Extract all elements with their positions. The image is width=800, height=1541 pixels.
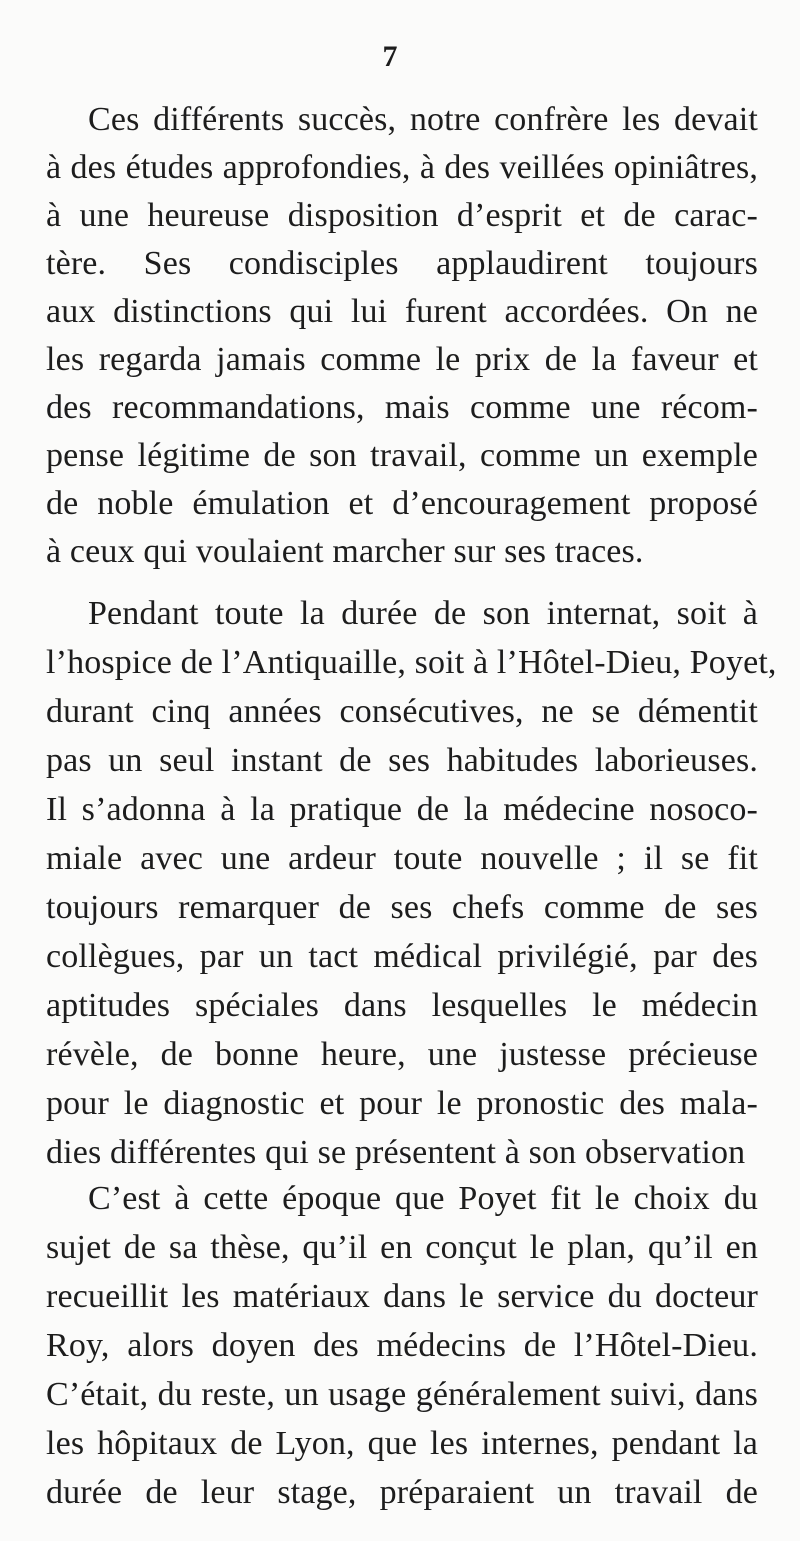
text-line: aptitudes spéciales dans lesquelles le médecin <box>46 987 758 1024</box>
text-line: tère. Ses condisciples applaudirent toujours <box>46 245 758 282</box>
text-line: des recommandations, mais comme une récom- <box>46 389 758 426</box>
text-line: révèle, de bonne heure, une justesse précieuse <box>46 1036 758 1073</box>
text-line: durée de leur stage, préparaient un travail de <box>46 1474 758 1511</box>
text-line: dies différentes qui se présentent à son observation <box>46 1134 746 1171</box>
text-line: miale avec une ardeur toute nouvelle ; il se fit <box>46 840 758 877</box>
text-line: l’hospice de l’Antiquaille, soit à l’Hôtel-Dieu, Poyet, <box>46 644 777 681</box>
text-line: Pendant toute la durée de son internat, soit à <box>88 595 758 632</box>
text-line: de noble émulation et d’encouragement proposé <box>46 485 758 522</box>
text-line: pas un seul instant de ses habitudes laborieuses. <box>46 742 758 779</box>
text-line: collègues, par un tact médical privilégié, par des <box>46 938 758 975</box>
text-line: toujours remarquer de ses chefs comme de ses <box>46 889 758 926</box>
paragraph-1 <box>46 96 758 576</box>
text-line: Roy, alors doyen des médecins de l’Hôtel-Dieu. <box>46 1327 758 1364</box>
text-line: Ces différents succès, notre confrère les devait <box>88 101 758 138</box>
paragraph-3 <box>46 1174 758 1517</box>
text-line: pense légitime de son travail, comme un exemple <box>46 437 758 474</box>
text-line: C’était, du reste, un usage généralement suivi, dans <box>46 1376 758 1413</box>
text-line: les hôpitaux de Lyon, que les internes, pendant la <box>46 1425 758 1462</box>
text-line: pour le diagnostic et pour le pronostic des mala- <box>46 1085 758 1122</box>
text-line: à ceux qui voulaient marcher sur ses traces. <box>46 533 644 570</box>
text-line: les regarda jamais comme le prix de la faveur et <box>46 341 758 378</box>
text-line: à une heureuse disposition d’esprit et de carac- <box>46 197 758 234</box>
paragraph-2 <box>46 589 777 1177</box>
text-line: sujet de sa thèse, qu’il en conçut le plan, qu’il en <box>46 1229 758 1266</box>
text-line: durant cinq années consécutives, ne se démentit <box>46 693 758 730</box>
text-line: recueillit les matériaux dans le service du docteur <box>46 1278 758 1315</box>
page-number: 7 <box>382 40 398 73</box>
text-line: à des études approfondies, à des veillées opiniâtres, <box>46 149 758 186</box>
text-line: Il s’adonna à la pratique de la médecine nosoco- <box>46 791 758 828</box>
text-line: aux distinctions qui lui furent accordées. On ne <box>46 293 758 330</box>
text-line: C’est à cette époque que Poyet fit le choix du <box>88 1180 758 1217</box>
